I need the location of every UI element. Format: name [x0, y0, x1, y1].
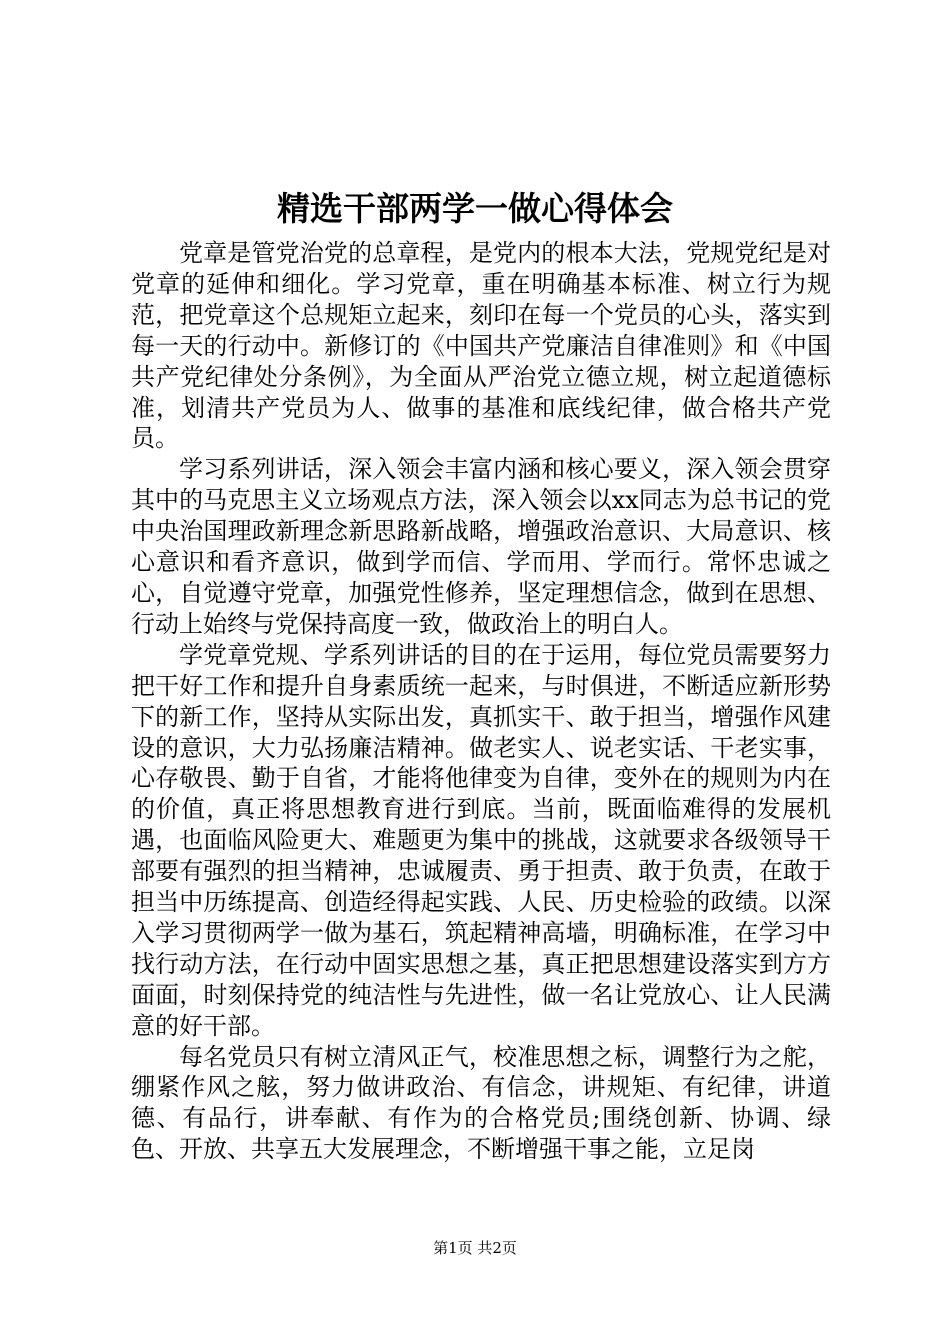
document-title: 精选干部两学一做心得体会 — [277, 189, 673, 228]
page-footer: 第1页 共2页 — [433, 1239, 517, 1257]
document-body — [131, 238, 831, 1165]
paragraph: 学习系列讲话，深入领会丰富内涵和核心要义，深入领会贯穿其中的马克思主义立场观点方法，深入领会以xx同志为总书记的党中央治国理政新理念新思路新战略，增强政治意识、大局意识、核心意识和看齐意识，做到学而信、学而用、学而行。常怀忠诚之心，自觉遵守党章，加强党性修养，坚定理想信念，做到在思想、行动上始终与党保持高度一致，做政治上的明白人。 — [131, 455, 831, 638]
paragraph: 党章是管党治党的总章程，是党内的根本大法，党规党纪是对党章的延伸和细化。学习党章，重在明确基本标准、树立行为规范，把党章这个总规矩立起来，刻印在每一个党员的心头，落实到每一天的行动中。新修订的《中国共产党廉洁自律准则》和《中国共产党纪律处分条例》，为全面从严治党立德立规，树立起道德标准，划清共产党员为人、做事的基准和底线纪律，做合格共产党员。 — [131, 239, 831, 453]
paragraph: 学党章党规、学系列讲话的目的在于运用，每位党员需要努力把干好工作和提升自身素质统一起来，与时俱进，不断适应新形势下的新工作，坚持从实际出发，真抓实干、敢于担当，增强作风建设的意识，大力弘扬廉洁精神。做老实人、说老实话、干老实事，心存敬畏、勤于自省，才能将他律变为自律，变外在的规则为内在的价值，真正将思想教育进行到底。当前，既面临难得的发展机遇，也面临风险更大、难题更为集中的挑战，这就要求各级领导干部要有强烈的担当精神，忠诚履责、勇于担责、敢于负责，在敢于担当中历练提高、创造经得起实践、人民、历史检验的政绩。以深入学习贯彻两学一做为基石，筑起精神高墙，明确标准，在学习中找行动方法，在行动中固实思想之基，真正把思想建设落实到方方面面，时刻保持党的纯洁性与先进性，做一名让党放心、让人民满意的好干部。 — [131, 640, 831, 1040]
paragraph: 每名党员只有树立清风正气，校准思想之标，调整行为之舵，绷紧作风之舷，努力做讲政治、有信念，讲规矩、有纪律，讲道德、有品行，讲奉献、有作为的合格党员;围绕创新、协调、绿色、开放、共享五大发展理念，不断增强干事之能，立足岗 — [131, 1042, 831, 1164]
